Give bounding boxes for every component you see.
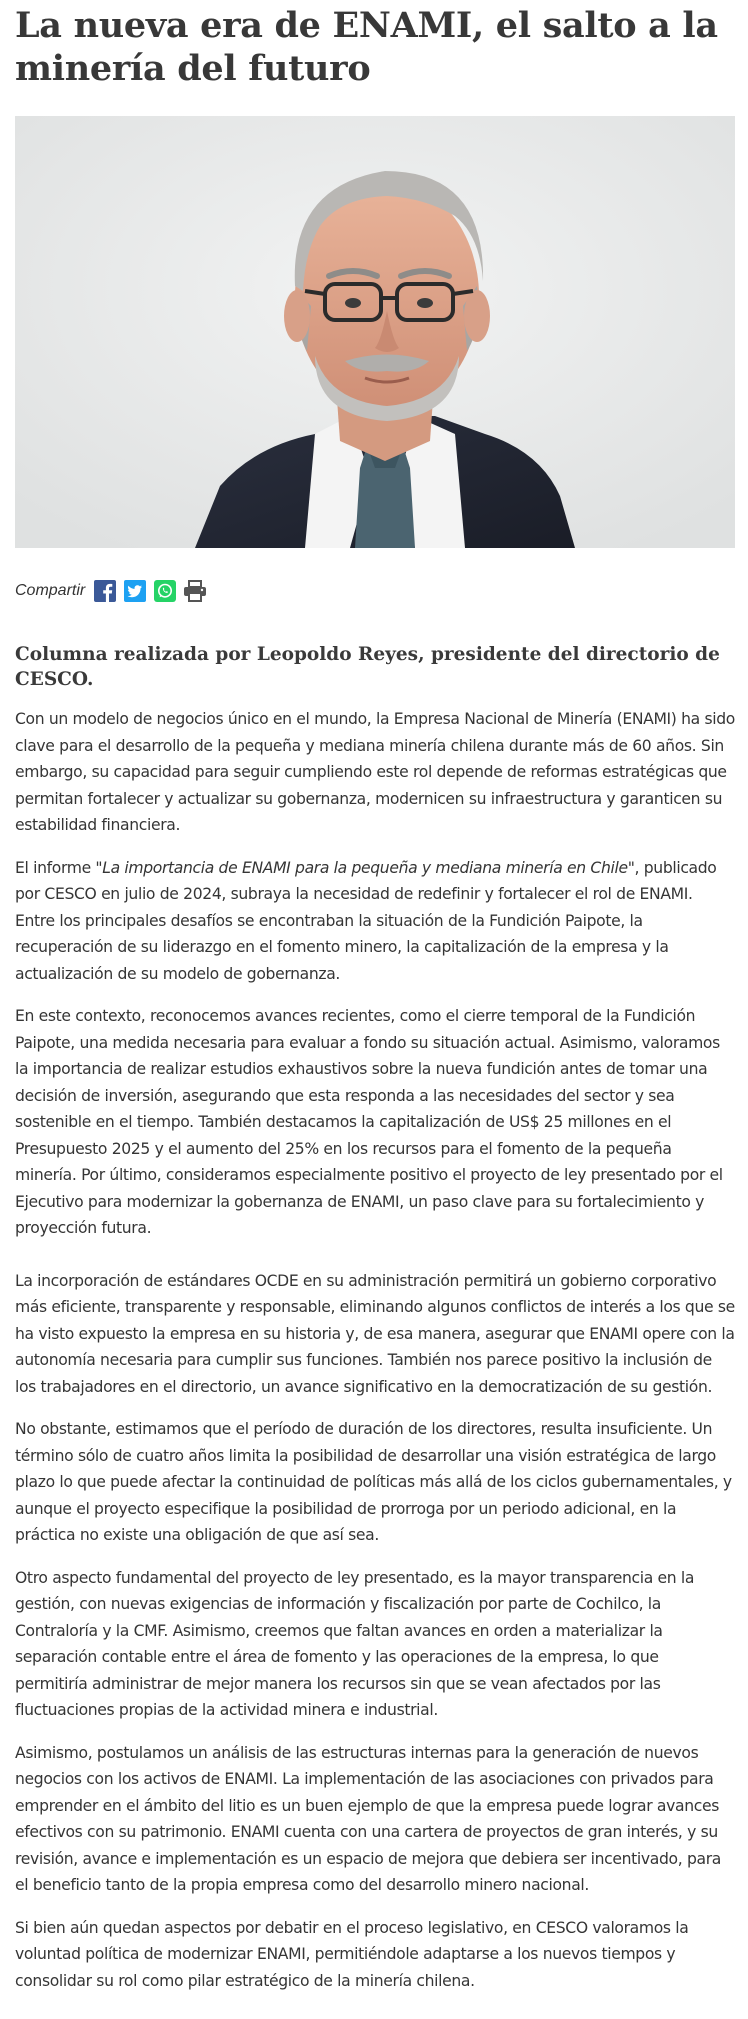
- article-body: [15, 706, 735, 1994]
- paragraph-text: El informe ": [15, 858, 103, 877]
- paragraph: Con un modelo de negocios único en el mundo, la Empresa Nacional de Minería (ENAMI) ha sido clave para el desarrollo de la pequeña y mediana minería chilena durante más de 60 años. Sin embargo, su capacidad para seguir cumpliendo este rol depende de reformas estratégicas que permitan fortalecer y actualizar su gobernanza, modernicen su infraestructura y garanticen su estabilidad financiera.: [15, 710, 735, 834]
- whatsapp-icon: [154, 580, 176, 602]
- twitter-share-button[interactable]: [123, 579, 147, 603]
- portrait-photo-icon: [15, 116, 735, 548]
- report-title: La importancia de ENAMI para la pequeña y mediana minería en Chile: [102, 858, 628, 877]
- article: [15, 0, 735, 2010]
- whatsapp-share-button[interactable]: [153, 579, 177, 603]
- facebook-icon: [94, 580, 116, 602]
- paragraph: No obstante, estimamos que el período de duración de los directores, resulta insuficiente. Un término sólo de cuatro años limita la posibilidad de desarrollar una visión estratégica de largo plazo lo que puede afectar la continuidad de políticas más allá de los ciclos gubernamentales, y aunque el proyecto especifique la posibilidad de prorroga por un periodo adicional, en la práctica no existe una obligación de que así sea.: [15, 1420, 732, 1544]
- paragraph-text: ", publicado por CESCO en julio de 2024, subraya la necesidad de redefinir y fortalecer el rol de ENAMI. Entre los principales desafíos se encontraban la situación de la Fundición Paipote, la recuperación de su liderazgo en el fomento minero, la capitalización de la empresa y la actualización de su modelo de gobernanza.: [15, 858, 717, 983]
- paragraph: Si bien aún quedan aspectos por debatir en el proceso legislativo, en CESCO valoramos la voluntad política de modernizar ENAMI, permitiéndole adaptarse a los nuevos tiempos y consolidar su rol como pilar estratégico de la minería chilena.: [15, 1918, 689, 1990]
- paragraph: La incorporación de estándares OCDE en su administración permitirá un gobierno corporativo más eficiente, transparente y responsable, eliminando algunos conflictos de interés a los que se ha visto expuesto la empresa en su historia y, de esa manera, asegurar que ENAMI opere con la autonomía necesaria para cumplir sus funciones. También nos parece positivo la inclusión de los trabajadores en el directorio, un avance significativo en la democratización de su gestión.: [15, 1271, 735, 1396]
- twitter-icon: [124, 580, 146, 602]
- paragraph: En este contexto, reconocemos avances recientes, como el cierre temporal de la Fundición Paipote, una medida necesaria para evaluar a fondo su situación actual. Asimismo, valoramos la importancia de realizar estudios exhaustivos sobre la nueva fundición antes de tomar una decisión de inversión, asegurando que esta responda a las necesidades del sector y sea sostenible en el tiempo. También destacamos la capitalización de US$ 25 millones en el Presupuesto 2025 y el aumento del 25% en los recursos para el fomento de la pequeña minería. Por último, consideramos especialmente positivo el proyecto de ley presentado por el Ejecutivo para modernizar la gobernanza de ENAMI, un paso clave para su fortalecimiento y proyección futura.: [15, 1007, 723, 1237]
- print-button[interactable]: [183, 579, 207, 603]
- facebook-share-button[interactable]: [93, 579, 117, 603]
- paragraph: Asimismo, postulamos un análisis de las estructuras internas para la generación de nuevos negocios con los activos de ENAMI. La implementación de las asociaciones con privados para emprender en el ámbito del litio es un buen ejemplo de que la empresa puede lograr avances efectivos con su patrimonio. ENAMI cuenta con una cartera de proyectos de gran interés, y su revisión, avance e implementación es un espacio de mejora que debiera ser incentivado, para el beneficio tanto de la propia empresa como del desarrollo minero nacional.: [15, 1743, 721, 1894]
- paragraph: Otro aspecto fundamental del proyecto de ley presentado, es la mayor transparencia en la gestión, con nuevas exigencias de información y fiscalización por parte de Cochilco, la Contraloría y la CMF. Asimismo, creemos que faltan avances en orden a materializar la separación contable entre el área de fomento y las operaciones de la empresa, lo que permitiría administrar de mejor manera los recursos sin que se vean afectados por las fluctuaciones propias de la actividad minera e industrial.: [15, 1568, 695, 1719]
- article-photo: [15, 116, 735, 548]
- share-label: Compartir: [15, 582, 86, 599]
- print-icon: [183, 580, 207, 602]
- article-title: La nueva era de ENAMI, el salto a la minería del futuro: [15, 5, 718, 89]
- paragraph: [15, 855, 735, 988]
- article-subtitle: Columna realizada por Leopoldo Reyes, presidente del directorio de CESCO.: [15, 644, 720, 690]
- share-bar: [15, 576, 735, 606]
